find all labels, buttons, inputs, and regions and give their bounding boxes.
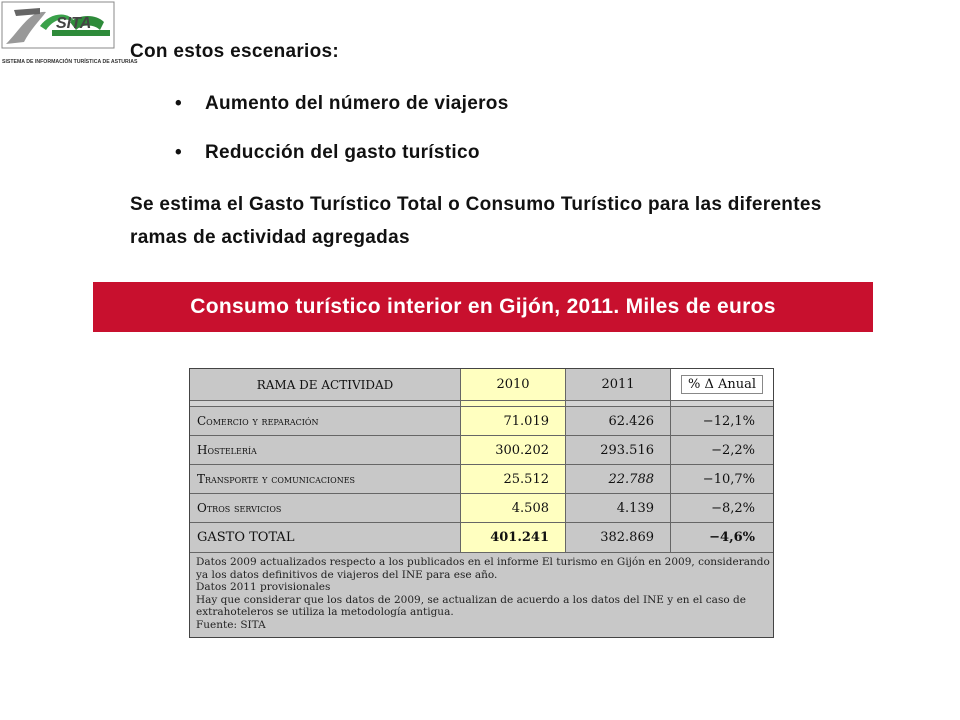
header-change: % Δ Anual <box>671 369 773 401</box>
value-change: −10,7% <box>671 465 773 494</box>
value-change: −2,2% <box>671 436 773 465</box>
section-banner: Consumo turístico interior en Gijón, 2011. Miles de euros <box>93 282 873 332</box>
note-line: ya los datos definitivos de viajeros del INE para ese año. <box>196 568 498 581</box>
table-header-row <box>190 369 773 401</box>
table-row <box>190 494 773 523</box>
table-row <box>190 465 773 494</box>
note-line: extrahoteleros se utiliza la metodología antigua. <box>196 606 454 618</box>
note-line: Hay que considerar que los datos de 2009, se actualizan de acuerdo a los datos del INE y en el caso de <box>196 593 746 606</box>
row-label: Transporte y comunicaciones <box>190 465 461 494</box>
value-change: −12,1% <box>671 407 773 436</box>
header-2010: 2010 <box>461 369 566 401</box>
row-label: Hostelería <box>190 436 461 465</box>
note-line: Datos 2011 provisionales <box>196 581 331 593</box>
value-2011: 62.426 <box>566 407 671 436</box>
table-row <box>190 436 773 465</box>
row-label: Comercio y reparación <box>190 407 461 436</box>
total-2010: 401.241 <box>461 523 566 553</box>
bullet-label: Reducción del gasto turístico <box>205 142 480 163</box>
total-label: GASTO TOTAL <box>190 523 461 553</box>
bullet-dot: • <box>175 142 182 163</box>
table-row <box>190 407 773 436</box>
data-table <box>189 368 774 638</box>
value-2011: 4.139 <box>566 494 671 523</box>
bullet-label: Aumento del número de viajeros <box>205 93 509 114</box>
intro-text: Con estos escenarios: <box>130 41 340 62</box>
total-change: −4,6% <box>671 523 773 553</box>
logo-tagline: SISTEMA DE INFORMACIÓN TURÍSTICA DE ASTURIAS <box>2 59 138 65</box>
note-line: Datos 2009 actualizados respecto a los publicados en el informe El turismo en Gijón en 2009, considerando <box>196 556 770 568</box>
value-2010: 300.202 <box>461 436 566 465</box>
value-2010: 4.508 <box>461 494 566 523</box>
value-2010: 25.512 <box>461 465 566 494</box>
note-line: Fuente: SITA <box>196 618 266 631</box>
table-notes <box>190 553 773 637</box>
bullet-item <box>175 142 480 164</box>
bullet-item <box>175 93 509 115</box>
sita-logo <box>0 0 138 70</box>
header-rama: RAMA DE ACTIVIDAD <box>190 369 461 401</box>
value-2010: 71.019 <box>461 407 566 436</box>
value-change: −8,2% <box>671 494 773 523</box>
header-2011: 2011 <box>566 369 671 401</box>
total-2011: 382.869 <box>566 523 671 553</box>
logo-wordmark: SITA <box>56 15 92 32</box>
bullet-dot: • <box>175 93 182 114</box>
row-label: Otros servicios <box>190 494 461 523</box>
value-2011: 293.516 <box>566 436 671 465</box>
value-2011: 22.788 <box>566 465 671 494</box>
estimate-paragraph: Se estima el Gasto Turístico Total o Consumo Turístico para las diferentes ramas de actividad agregadas <box>130 194 822 248</box>
table-total-row <box>190 523 773 553</box>
